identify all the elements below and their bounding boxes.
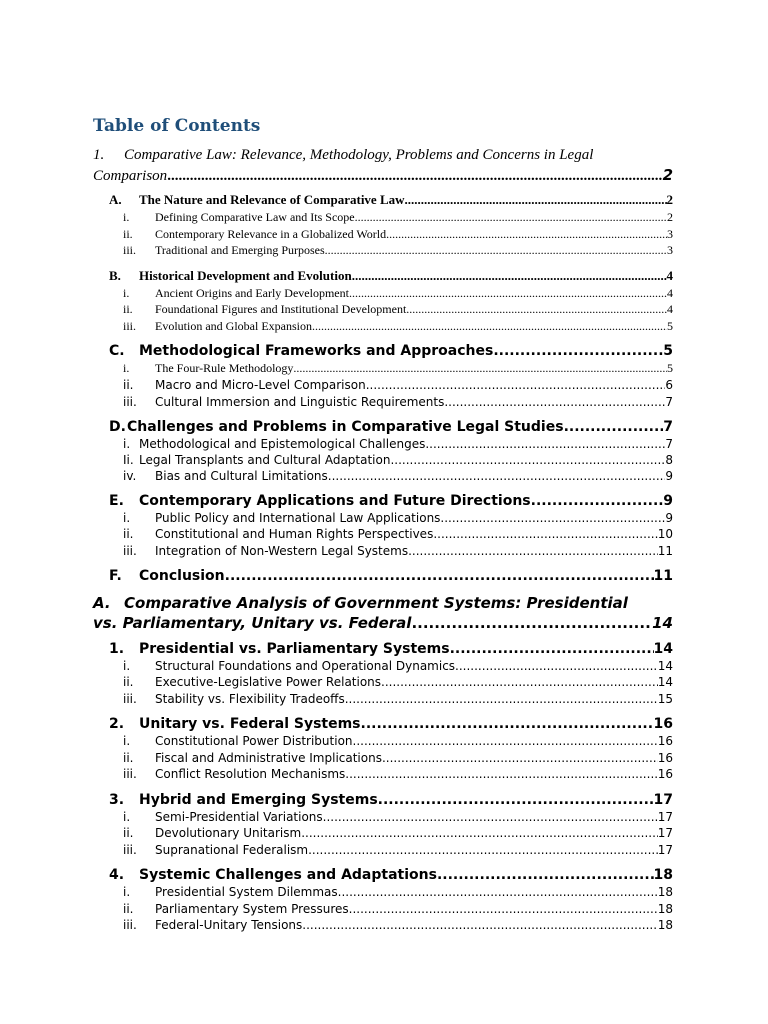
entry-marker: iii. [123,767,137,781]
leader-dots [366,378,666,392]
toc-subentry-1a-iii[interactable] [123,243,673,258]
leader-dots [355,210,667,225]
entry-marker: iii. [123,395,137,409]
entry-marker: ii. [123,826,134,840]
entry-marker: ii. [123,751,134,765]
entry-title: Constitutional Power Distribution [155,734,353,748]
toc-entry-1c[interactable] [109,343,673,359]
leader-dots [338,885,658,899]
entry-title: Integration of Non-Western Legal Systems [155,544,409,558]
entry-marker: D. [109,419,126,435]
leader-dots [167,168,662,185]
entry-marker: i. [123,361,130,375]
part-1-heading-line-1 [93,147,673,164]
entry-page: 2 [666,192,673,207]
toc-entry-a3[interactable] [109,792,673,808]
entry-page: 11 [657,544,673,558]
entry-marker: i. [123,885,131,899]
leader-dots [450,641,654,657]
part-a-heading-line-2[interactable] [93,614,673,632]
entry-page: 14 [657,675,673,689]
entry-title: Foundational Figures and Institutional Development [155,302,407,316]
entry-marker: 1. [109,641,125,657]
leader-dots [308,843,658,857]
entry-marker: ii. [123,227,133,241]
leader-dots [225,568,654,584]
entry-title: Semi-Presidential Variations [155,810,323,824]
entry-marker: i. [123,734,131,748]
leader-dots [345,767,657,781]
part-a-title-line-1: Comparative Analysis of Government Systems: Presidential [124,594,628,612]
toc-entry-1b[interactable] [109,268,673,284]
entry-title: Executive-Legislative Power Relations [155,675,382,689]
toc-subentry-a1-ii[interactable] [123,675,673,689]
toc-subentry-a2-i[interactable] [123,734,673,748]
entry-title: Evolution and Global Expansion [155,319,312,333]
entry-page: 18 [657,885,673,899]
entry-page: 9 [663,493,673,509]
entry-page: 18 [657,902,673,916]
entry-page: 10 [657,527,673,541]
toc-subentry-1c-i[interactable] [123,361,673,376]
leader-dots [444,395,665,409]
leader-dots [440,511,665,525]
entry-title: Unitary vs. Federal Systems [139,716,361,732]
part-1-title-line-1: Comparative Law: Relevance, Methodology, Problems and Concerns in Legal [124,147,594,163]
entry-title: Devolutionary Unitarism [155,826,302,840]
toc-subentry-1a-ii[interactable] [123,227,673,242]
entry-marker: ii. [123,302,133,316]
entry-page: 7 [663,419,673,435]
part-a-heading-line-1 [93,594,673,612]
part-1-number: 1. [93,147,105,163]
entry-title: Federal-Unitary Tensions [155,918,303,932]
entry-title: Methodological and Epistemological Challenges [139,437,426,451]
leader-dots [390,453,665,467]
entry-page: 3 [667,243,673,257]
entry-page: 15 [657,692,673,706]
leader-dots [349,902,658,916]
toc-subentry-a4-i[interactable] [123,885,673,899]
toc-subentry-a4-iii[interactable] [123,918,673,932]
toc-entry-1e[interactable] [109,493,673,509]
entry-title: Methodological Frameworks and Approaches [139,343,494,359]
leader-dots [455,659,658,673]
leader-dots [493,343,663,359]
entry-marker: iii. [123,319,137,333]
toc-subentry-a4-ii[interactable] [123,902,673,916]
part-1-heading-line-2[interactable] [93,166,673,185]
toc-subentry-1d-iv[interactable] [123,469,673,483]
leader-dots [323,810,658,824]
entry-page: 17 [657,810,673,824]
entry-title: Constitutional and Human Rights Perspectives [155,527,434,541]
entry-marker: i. [123,511,131,525]
part-a-number: A. [93,594,111,612]
entry-marker: 3. [109,792,125,808]
part-a-title-line-2: vs. Parliamentary, Unitary vs. Federal [93,614,412,632]
toc-subentry-a3-ii[interactable] [123,826,673,840]
leader-dots [411,614,652,632]
toc-subentry-a2-iii[interactable] [123,767,673,781]
entry-title: Conclusion [139,568,225,584]
entry-marker: i. [123,210,130,224]
entry-page: 4 [666,268,673,283]
entry-marker: iii. [123,843,137,857]
entry-page: 4 [667,302,673,316]
entry-title: Defining Comparative Law and Its Scope [155,210,355,224]
entry-marker: E. [109,493,124,509]
entry-title: Presidential vs. Parliamentary Systems [139,641,450,657]
leader-dots [353,734,658,748]
leader-dots [293,361,667,376]
entry-marker: iii. [123,243,137,257]
entry-page: 11 [653,568,673,584]
entry-title: The Nature and Relevance of Comparative Law [139,192,405,207]
entry-page: 16 [657,767,673,781]
entry-page: 3 [667,227,673,241]
entry-title: Cultural Immersion and Linguistic Requirements [155,395,445,409]
leader-dots [378,792,654,808]
part-1-title-line-2: Comparison [93,168,168,184]
toc-subentry-1c-iii[interactable] [123,395,673,409]
toc-subentry-a3-iii[interactable] [123,843,673,857]
entry-page: 16 [657,751,673,765]
entry-title: Challenges and Problems in Comparative Legal Studies [127,419,564,435]
toc-entry-a2[interactable] [109,716,673,732]
toc-entry-1a[interactable] [109,192,673,208]
entry-page: 17 [657,843,673,857]
entry-title: Bias and Cultural Limitations [155,469,328,483]
entry-marker: ii. [123,902,134,916]
toc-subentry-a1-i[interactable] [123,659,673,673]
entry-title: Stability vs. Flexibility Tradeoffs [155,692,345,706]
entry-marker: B. [109,268,121,283]
leader-dots [382,751,658,765]
entry-title: The Four-Rule Methodology [155,361,294,375]
leader-dots [564,419,664,435]
entry-page: 9 [665,511,673,525]
toc-entry-1f[interactable] [109,568,673,584]
leader-dots [425,437,665,451]
entry-page: 7 [665,437,673,451]
toc-subentry-a2-ii[interactable] [123,751,673,765]
entry-page: 16 [657,734,673,748]
entry-marker: i. [123,659,131,673]
toc-entry-a1[interactable] [109,641,673,657]
entry-marker: i. [123,286,130,300]
leader-dots [437,867,654,883]
leader-dots [325,243,667,258]
entry-title: Contemporary Relevance in a Globalized World [155,227,387,241]
leader-dots [381,675,658,689]
toc-entry-a4[interactable] [109,867,673,883]
entry-marker: iii. [123,918,137,932]
toc-subentry-1d-i[interactable] [123,437,673,451]
entry-marker: 2. [109,716,125,732]
entry-marker: i. [123,810,131,824]
leader-dots [408,544,658,558]
toc-entry-1d[interactable] [109,419,673,435]
toc-subentry-a1-iii[interactable] [123,692,673,706]
toc-subentry-1e-iii[interactable] [123,544,673,558]
leader-dots [361,716,654,732]
leader-dots [302,918,657,932]
entry-marker: iii. [123,692,137,706]
entry-title: Conflict Resolution Mechanisms [155,767,346,781]
leader-dots [433,527,657,541]
toc-subentry-1b-i[interactable] [123,286,673,301]
entry-page: 17 [657,826,673,840]
entry-page: 2 [667,210,673,224]
entry-marker: Ii. [123,453,134,467]
leader-dots [349,286,667,301]
part-1-page: 2 [662,166,673,184]
entry-title: Macro and Micro-Level Comparison [155,378,366,392]
entry-page: 7 [665,395,673,409]
entry-marker: C. [109,343,125,359]
entry-marker: ii. [123,675,134,689]
toc-subentry-1d-ii[interactable] [123,453,673,467]
entry-marker: i. [123,437,131,451]
toc-subentry-1a-i[interactable] [123,210,673,225]
entry-page: 14 [657,659,673,673]
entry-title: Systemic Challenges and Adaptations [139,867,437,883]
leader-dots [301,826,658,840]
leader-dots [406,302,667,317]
entry-title: Ancient Origins and Early Development [155,286,349,300]
entry-title: Public Policy and International Law Applications [155,511,441,525]
entry-page: 4 [667,286,673,300]
toc-subentry-1b-ii[interactable] [123,302,673,317]
toc-subentry-1e-i[interactable] [123,511,673,525]
entry-title: Hybrid and Emerging Systems [139,792,378,808]
entry-title: Parliamentary System Pressures [155,902,349,916]
toc-subentry-a3-i[interactable] [123,810,673,824]
entry-page: 6 [665,378,673,392]
entry-page: 18 [657,918,673,932]
entry-page: 16 [653,716,673,732]
leader-dots [352,268,667,284]
entry-title: Structural Foundations and Operational Dynamics [155,659,456,673]
entry-page: 5 [667,361,673,375]
entry-page: 8 [665,453,673,467]
toc-subentry-1e-ii[interactable] [123,527,673,541]
entry-page: 5 [667,319,673,333]
leader-dots [312,319,667,334]
toc-subentry-1b-iii[interactable] [123,319,673,334]
entry-marker: F. [109,568,122,584]
entry-page: 17 [653,792,673,808]
part-a-page: 14 [652,614,673,632]
entry-title: Presidential System Dilemmas [155,885,338,899]
entry-marker: 4. [109,867,125,883]
entry-title: Traditional and Emerging Purposes [155,243,325,257]
entry-marker: iii. [123,544,137,558]
entry-marker: iv. [123,469,137,483]
entry-title: Fiscal and Administrative Implications [155,751,382,765]
leader-dots [345,692,658,706]
toc-subentry-1c-ii[interactable] [123,378,673,392]
leader-dots [531,493,664,509]
entry-title: Historical Development and Evolution [139,268,352,283]
leader-dots [386,227,667,242]
entry-marker: ii. [123,378,134,392]
entry-title: Legal Transplants and Cultural Adaptation [139,453,391,467]
leader-dots [405,192,667,208]
entry-marker: ii. [123,527,134,541]
entry-title: Contemporary Applications and Future Directions [139,493,531,509]
leader-dots [328,469,666,483]
entry-page: 18 [653,867,673,883]
entry-page: 5 [663,343,673,359]
entry-marker: A. [109,192,122,207]
entry-page: 9 [665,469,673,483]
toc-title: Table of Contents [93,116,261,136]
entry-page: 14 [653,641,673,657]
entry-title: Supranational Federalism [155,843,309,857]
